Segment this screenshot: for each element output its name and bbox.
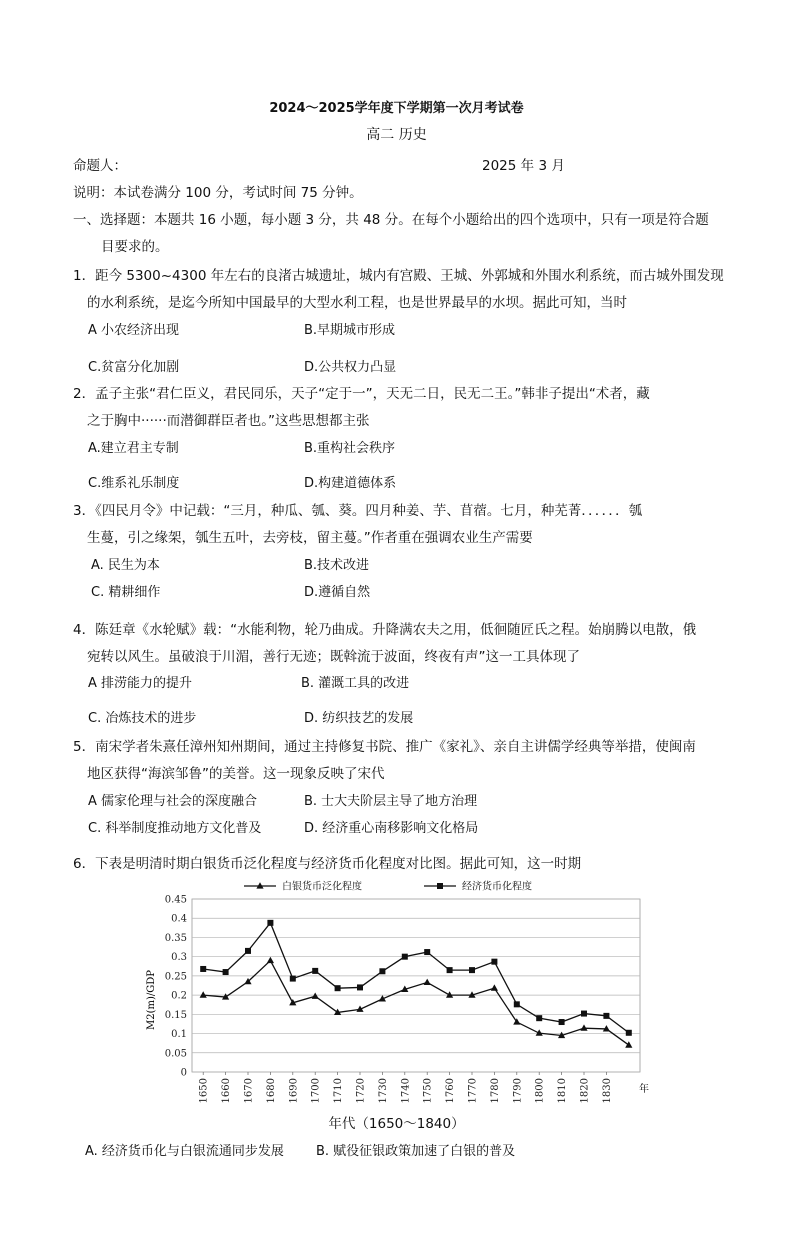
chart-x-tick-label: 1740: [400, 1078, 412, 1104]
q3-option-d[interactable]: D.遵循自然: [304, 585, 371, 600]
chart-point-1: [379, 968, 385, 974]
chart-y-tick-label: 0.3: [171, 952, 187, 964]
section-instructions-line2: 目要求的。: [101, 239, 169, 255]
chart-y-tick-label: 0.45: [164, 894, 187, 906]
chart-y-tick-label: 0.15: [164, 1009, 187, 1021]
legend-marker-1: [437, 883, 443, 889]
q2-option-c[interactable]: C.维系礼乐制度: [88, 476, 180, 491]
q3-option-a[interactable]: A. 民生为本: [91, 558, 160, 573]
q2-option-b[interactable]: B.重构社会秩序: [304, 441, 396, 456]
chart-y-tick-label: 0.05: [164, 1048, 187, 1060]
chart-y-tick-label: 0: [180, 1067, 187, 1079]
q1-option-b[interactable]: B.早期城市形成: [304, 323, 396, 338]
chart-point-0: [200, 991, 207, 997]
chart-x-tick-label: 1770: [467, 1078, 479, 1104]
chart-series-line-1: [203, 923, 629, 1033]
q6-option-b[interactable]: B. 赋役征银政策加速了白银的普及: [316, 1144, 516, 1159]
chart-y-ticks: [165, 895, 187, 1079]
chart-x-tick-label: 1830: [601, 1078, 613, 1104]
setter-label: 命题人：: [73, 158, 127, 174]
legend-label-0: 白银货币泛化程度: [282, 881, 362, 893]
chart-point-1: [603, 1013, 609, 1019]
question-1-line2: 的水利系统，是迄今所知中国最早的大型水利工程，也是世界最早的水坝。据此可知，当时: [87, 295, 627, 311]
chart-legend: [244, 880, 532, 893]
q1-option-a[interactable]: A 小农经济出现: [88, 323, 180, 338]
chart-point-1: [335, 985, 341, 991]
chart-point-1: [357, 984, 363, 990]
chart-point-1: [559, 1019, 565, 1025]
q6-option-a[interactable]: A. 经济货币化与白银流通同步发展: [85, 1144, 284, 1159]
q1-option-c[interactable]: C.贫富分化加剧: [88, 360, 180, 375]
q4-option-a[interactable]: A 排涝能力的提升: [88, 676, 193, 691]
q5-option-b[interactable]: B. 士大夫阶层主导了地方治理: [304, 794, 478, 809]
chart-point-1: [581, 1011, 587, 1017]
q2-option-d[interactable]: D.构建道德体系: [304, 476, 397, 491]
q4-option-b[interactable]: B. 灌溉工具的改进: [301, 676, 410, 691]
chart-y-tick-label: 0.25: [164, 971, 187, 983]
chart-point-1: [447, 967, 453, 973]
chart-silver-vs-monetization: [140, 872, 660, 1107]
exam-title: 2024～2025学年度下学期第一次月考试卷: [269, 101, 524, 116]
exam-subject: 高二 历史: [366, 127, 427, 143]
chart-x-tick-label: 1720: [355, 1078, 367, 1104]
chart-x-tick-label: 1730: [377, 1078, 389, 1104]
chart-x-tick-label: 1810: [557, 1078, 569, 1104]
chart-x-tick-label: 1670: [243, 1078, 255, 1104]
q2-option-a[interactable]: A.建立君主专制: [88, 441, 179, 456]
chart-point-0: [491, 984, 498, 990]
chart-x-tick-label: 1710: [333, 1078, 345, 1104]
question-2-line2: 之于胸中······而潜御群臣者也。”这些思想都主张: [87, 413, 370, 429]
legend-label-1: 经济货币化程度: [462, 881, 532, 893]
q4-option-d[interactable]: D. 纺织技艺的发展: [304, 711, 414, 726]
chart-point-1: [469, 967, 475, 973]
chart-y-axis-label: M2(m)/GDP: [146, 970, 157, 1030]
section-instructions-line1: 一、选择题：本题共 16 小题，每小题 3 分，共 48 分。在每个小题给出的四个选项中，只有一项是符合题: [73, 212, 709, 228]
chart-series-line-0: [203, 961, 629, 1046]
chart-x-unit-label: 年: [639, 1084, 649, 1095]
chart-point-1: [402, 954, 408, 960]
chart-y-tick-label: 0.1: [171, 1029, 187, 1041]
chart-point-1: [290, 976, 296, 982]
chart-point-0: [580, 1024, 587, 1030]
question-5-line1: 5．南宋学者朱熹任漳州知州期间，通过主持修复书院、推广《家礼》、亲自主讲儒学经典等举措，使闽南: [73, 739, 696, 755]
chart-x-tick-label: 1650: [198, 1078, 210, 1104]
question-6-line1: 6．下表是明清时期白银货币泛化程度与经济货币化程度对比图。据此可知，这一时期: [73, 856, 582, 872]
q3-option-c[interactable]: C. 精耕细作: [91, 585, 161, 600]
chart-y-tick-label: 0.35: [164, 932, 187, 944]
chart-point-0: [312, 992, 319, 998]
question-4-line1: 4．陈廷章《水轮赋》载：“水能利物，轮乃曲成。升降满农夫之用，低徊随匠氏之程。始崩腾以电散，俄: [73, 622, 697, 638]
q5-option-a[interactable]: A 儒家伦理与社会的深度融合: [88, 794, 258, 809]
chart-x-axis-label: 年代（1650～1840）: [328, 1116, 465, 1132]
chart-x-tick-label: 1800: [534, 1078, 546, 1104]
exam-note: 说明：本试卷满分 100 分，考试时间 75 分钟。: [73, 185, 363, 201]
chart-point-1: [536, 1015, 542, 1021]
chart-point-1: [267, 920, 273, 926]
q3-option-b[interactable]: B.技术改进: [304, 558, 370, 573]
question-3-line1: 3．《四民月令》中记载：“三月，种瓜、瓠、葵。四月种姜、芋、苜蓿。七月，种芜菁．．．．．．瓠: [73, 503, 643, 519]
chart-point-1: [424, 949, 430, 955]
chart-x-tick-label: 1790: [512, 1078, 524, 1104]
chart-point-1: [626, 1030, 632, 1036]
chart-point-1: [312, 968, 318, 974]
question-5-line2: 地区获得“海滨邹鲁”的美誉。这一现象反映了宋代: [87, 766, 385, 782]
q5-option-c[interactable]: C. 科举制度推动地方文化普及: [88, 821, 262, 836]
chart-y-tick-label: 0.4: [171, 913, 187, 925]
chart-y-tick-label: 0.2: [171, 990, 187, 1002]
chart-x-tick-label: 1660: [221, 1078, 233, 1104]
chart-point-0: [424, 979, 431, 985]
chart-x-tick-label: 1780: [489, 1078, 501, 1104]
exam-date: 2025 年 3 月: [482, 158, 565, 174]
question-1-line1: 1．距今 5300~4300 年左右的良渚古城遗址，城内有宫殿、王城、外郭城和外围水利系统，而古城外围发现: [73, 268, 724, 284]
question-2-line1: 2．孟子主张“君仁臣义，君民同乐，天子“定于一”，天无二日，民无二王。”韩非子提出“术者，藏: [73, 386, 650, 402]
chart-point-0: [625, 1041, 632, 1047]
chart-point-1: [200, 966, 206, 972]
q1-option-d[interactable]: D.公共权力凸显: [304, 360, 397, 375]
chart-x-tick-label: 1760: [445, 1078, 457, 1104]
chart-x-ticks: [199, 1072, 613, 1103]
chart-x-tick-label: 1700: [310, 1078, 322, 1104]
chart-series: [200, 920, 633, 1048]
chart-x-tick-label: 1690: [288, 1078, 300, 1104]
chart-point-1: [514, 1001, 520, 1007]
chart-x-tick-label: 1680: [265, 1078, 277, 1104]
chart-point-1: [223, 969, 229, 975]
chart-x-tick-label: 1750: [422, 1078, 434, 1104]
chart-point-1: [491, 959, 497, 965]
question-4-line2: 宛转以风生。虽破浪于川湄，善行无迹；既斡流于波面，终夜有声”这一工具体现了: [87, 649, 580, 665]
chart-point-1: [245, 948, 251, 954]
chart-x-tick-label: 1820: [579, 1078, 591, 1104]
question-3-line2: 生蔓，引之缘架，瓠生五叶，去旁枝，留主蔓。”作者重在强调农业生产需要: [87, 530, 533, 546]
q4-option-c[interactable]: C. 冶炼技术的进步: [88, 711, 197, 726]
chart-point-0: [267, 957, 274, 963]
q5-option-d[interactable]: D. 经济重心南移影响文化格局: [304, 821, 479, 836]
